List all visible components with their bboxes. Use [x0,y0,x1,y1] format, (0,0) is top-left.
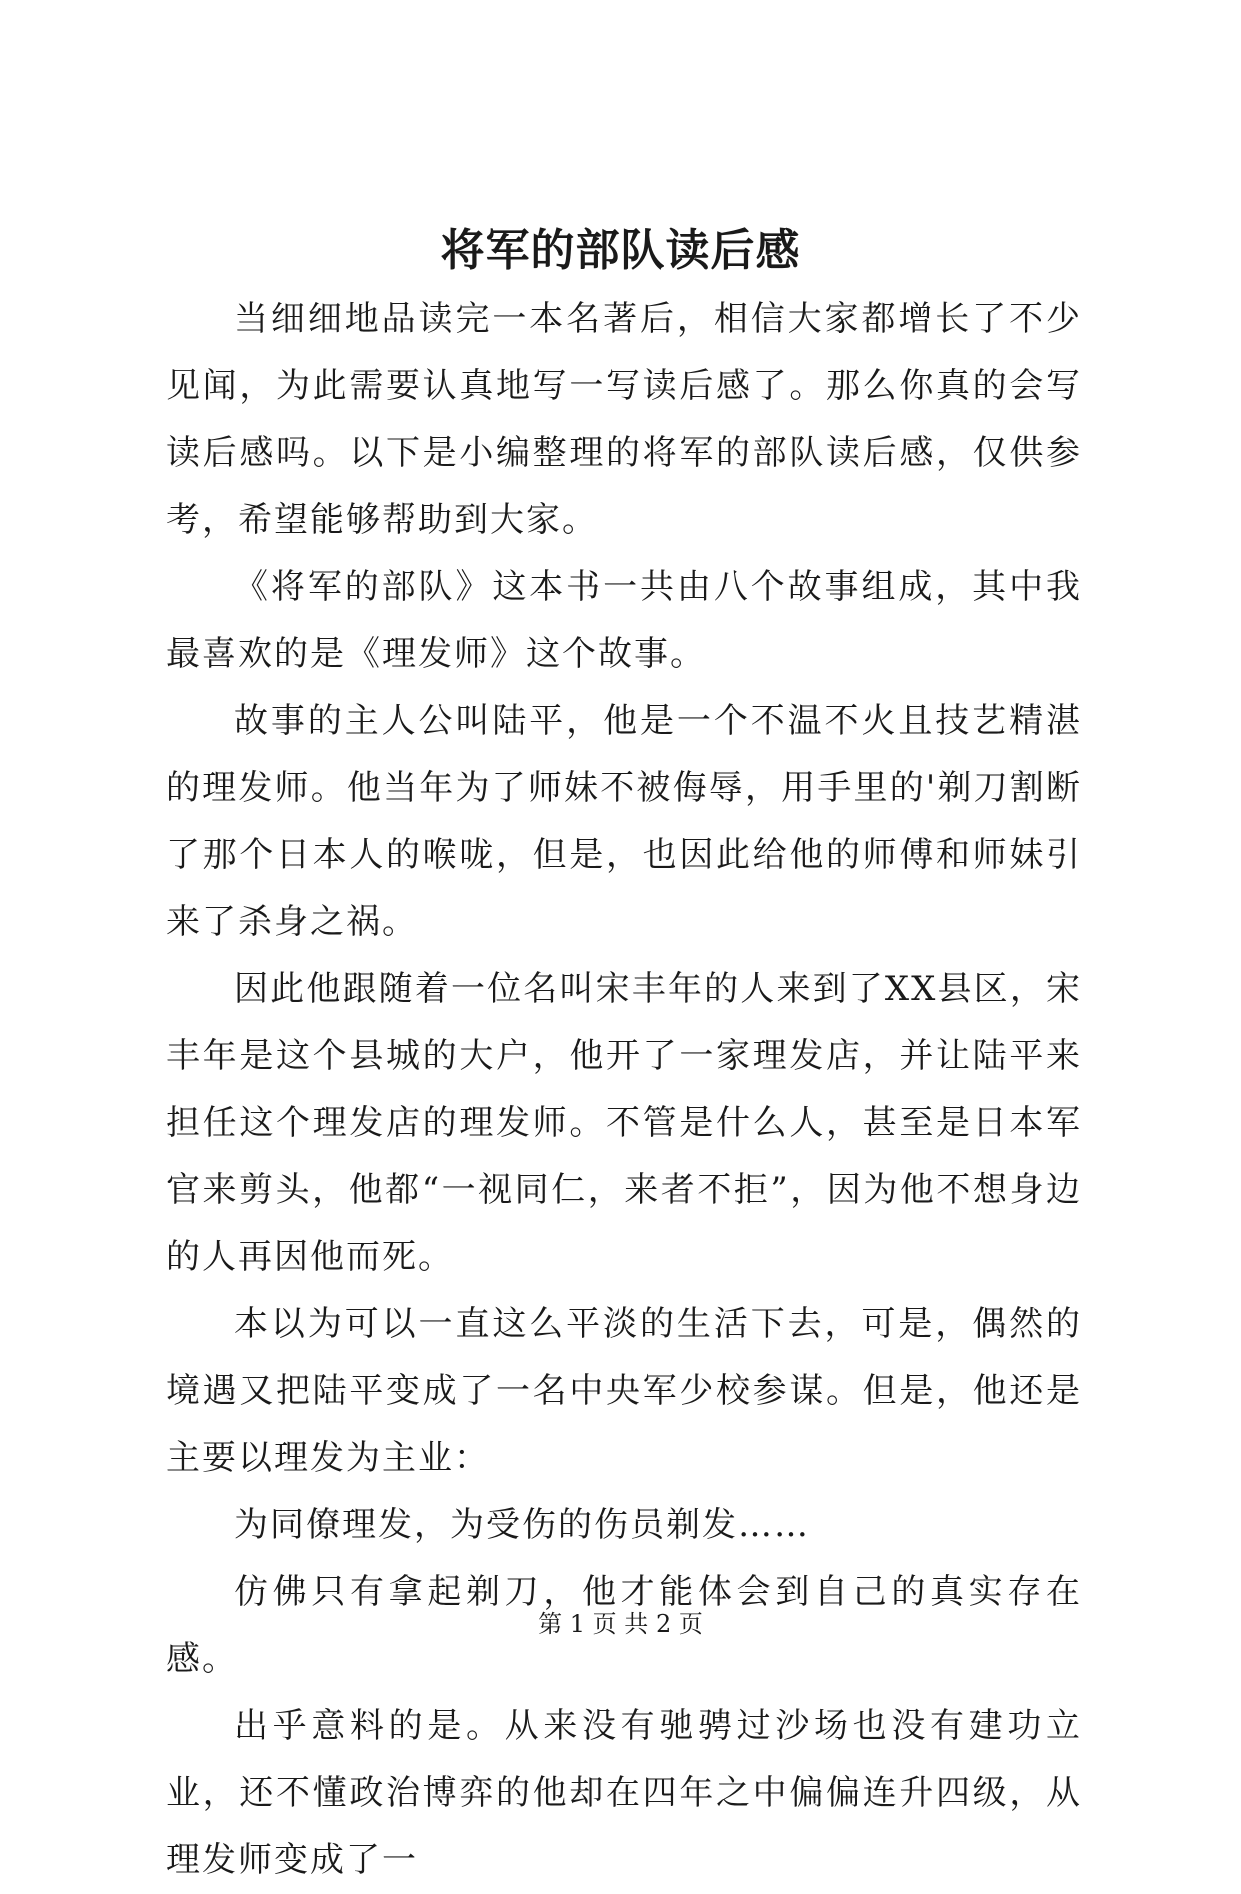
page-footer: 第 1 页 共 2 页 [538,1610,703,1638]
paragraph-8: 出乎意料的是。从来没有驰骋过沙场也没有建功立业，还不懂政治博弈的他却在四年之中偏偏连升四级，从理发师变成了一 [166,1706,1082,1880]
paragraph-1: 当细细地品读完一本名著后，相信大家都增长了不少见闻，为此需要认真地写一写读后感了。那么你真的会写读后感吗。以下是小编整理的将军的部队读后感，仅供参考，希望能够帮助到大家。 [166,299,1082,540]
document-title: 将军的部队读后感 [440,225,801,276]
paragraph-5: 本以为可以一直这么平淡的生活下去，可是，偶然的境遇又把陆平变成了一名中央军少校参谋。但是，他还是主要以理发为主业： [166,1304,1082,1478]
paragraph-3: 故事的主人公叫陆平，他是一个不温不火且技艺精湛的理发师。他当年为了师妹不被侮辱，用手里的'剃刀割断了那个日本人的喉咙，但是，也因此给他的师傅和师妹引来了杀身之祸。 [166,701,1082,942]
paragraph-7: 仿佛只有拿起剃刀，他才能体会到自己的真实存在感。 [166,1572,1082,1679]
paragraph-6: 为同僚理发，为受伤的伤员剃发…… [234,1505,810,1545]
paragraph-4: 因此他跟随着一位名叫宋丰年的人来到了XX县区，宋丰年是这个县城的大户，他开了一家理发店，并让陆平来担任这个理发店的理发师。不管是什么人，甚至是日本军官来剪头，他都“一视同仁，来者不拒”，因为他不想身边的人再因他而死。 [166,969,1082,1277]
paragraph-2: 《将军的部队》这本书一共由八个故事组成，其中我最喜欢的是《理发师》这个故事。 [166,567,1082,674]
document-body [166,286,1082,1894]
